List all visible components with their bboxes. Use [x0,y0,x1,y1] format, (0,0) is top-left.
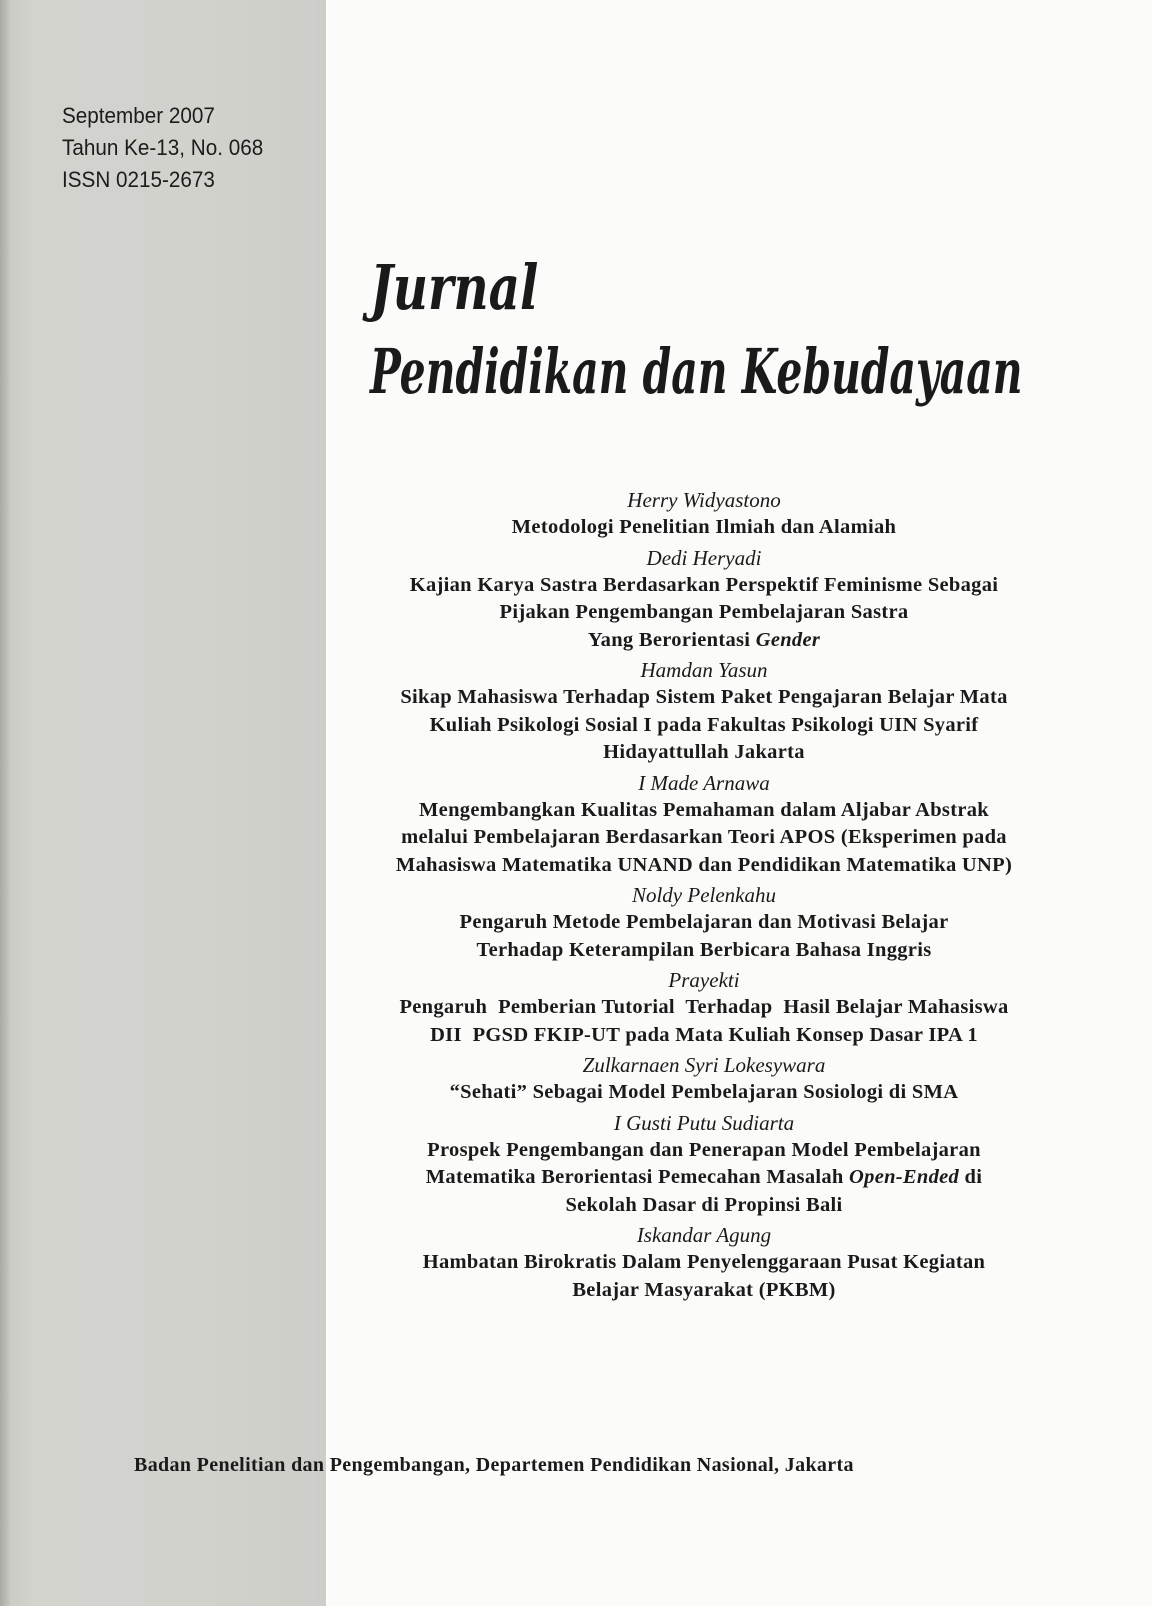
article-title-line: Mahasiswa Matematika UNAND dan Pendidikan Matematika UNP) [395,853,1013,876]
article-title-line: Kuliah Psikologi Sosial I pada Fakultas Psikologi UIN Syarif [429,713,979,736]
article-author: Prayekti [668,968,740,992]
article-author: Zulkarnaen Syri Lokesywara [582,1053,826,1077]
article-author: Iskandar Agung [636,1223,772,1247]
article-title [336,1249,1072,1304]
article-title-line: Terhadap Keterampilan Berbicara Bahasa Inggris [476,938,932,961]
article-title [336,1137,1072,1220]
article-title-line [336,627,1072,655]
article-author: I Gusti Putu Sudiarta [613,1110,795,1135]
article-title-line: Pengaruh Metode Pembelajaran dan Motivasi Belajar [459,911,949,933]
article-entry [336,881,1072,964]
article-title-line: Pengaruh Pemberian Tutorial Terhadap Hasil Belajar Mahasiswa [399,996,1009,1018]
issue-info [62,100,263,196]
article-title [336,1079,1072,1107]
article-title-line: Prospek Pengembangan dan Penerapan Model Pembelajaran [427,1138,981,1161]
article-title-segment: di [959,1166,983,1188]
article-entry [336,544,1072,655]
article-entry [336,1051,1072,1107]
article-title-line: “Sehati” Sebagai Model Pembelajaran Sosiologi di SMA [449,1081,959,1103]
issue-date: September 2007 [62,103,215,128]
table-of-contents [336,486,1072,1306]
issue-volume: Tahun Ke-13, No. 068 [62,135,264,160]
article-title-line: Sekolah Dasar di Propinsi Bali [565,1193,843,1216]
article-title [336,572,1072,655]
article-title-line: Mengembangkan Kualitas Pemahaman dalam Aljabar Abstrak [419,798,989,821]
journal-title [370,248,1152,412]
article-entry [336,486,1072,542]
article-title-line: Metodologi Penelitian Ilmiah dan Alamiah [511,516,897,538]
article-entry [336,1221,1072,1304]
article-title-line: Sikap Mahasiswa Terhadap Sistem Paket Pengajaran Belajar Mata [400,686,1008,708]
article-title-italic-term: Gender [755,628,821,651]
journal-title-line1: Jurnal [370,251,539,324]
article-title-line: Kajian Karya Sastra Berdasarkan Perspektif Feminisme Sebagai [409,573,999,596]
article-author: Noldy Pelenkahu [631,883,777,907]
article-author: Hamdan Yasun [640,658,768,682]
article-title-segment: Matematika Berorientasi Pemecahan Masalah [425,1166,850,1188]
article-title [336,684,1072,767]
article-entry [336,966,1072,1049]
article-title-line: Belajar Masyarakat (PKBM) [572,1278,836,1301]
cover-spine-band [0,0,326,1606]
article-title-segment: Yang Berorientasi [587,628,756,651]
article-title-line: melalui Pembelajaran Berdasarkan Teori APOS (Eksperimen pada [401,826,1007,848]
article-title-line: Hambatan Birokratis Dalam Penyelenggaraan Pusat Kegiatan [422,1251,986,1273]
article-title [336,514,1072,542]
article-title [336,909,1072,964]
article-entry [336,769,1072,880]
article-title-line: Hidayattullah Jakarta [603,741,805,763]
article-author: I Made Arnawa [638,770,770,795]
article-author: Herry Widyastono [627,488,781,512]
article-title [336,797,1072,880]
article-title [336,994,1072,1049]
article-title-italic-term: Open-Ended [849,1166,960,1188]
article-title-line [336,1164,1072,1192]
journal-title-line2: Pendidikan dan Kebudayaan [370,335,1023,408]
article-title-line: Pijakan Pengembangan Pembelajaran Sastra [499,601,909,623]
issue-issn: ISSN 0215-2673 [62,167,215,192]
article-title-line: DII PGSD FKIP-UT pada Mata Kuliah Konsep Dasar IPA 1 [430,1023,978,1046]
article-entry [336,1109,1072,1220]
article-author: Dedi Heryadi [646,545,762,570]
publisher-line: Badan Penelitian dan Pengembangan, Departemen Pendidikan Nasional, Jakarta [134,1454,854,1476]
cover-spine-edge [0,0,10,1606]
article-entry [336,656,1072,767]
